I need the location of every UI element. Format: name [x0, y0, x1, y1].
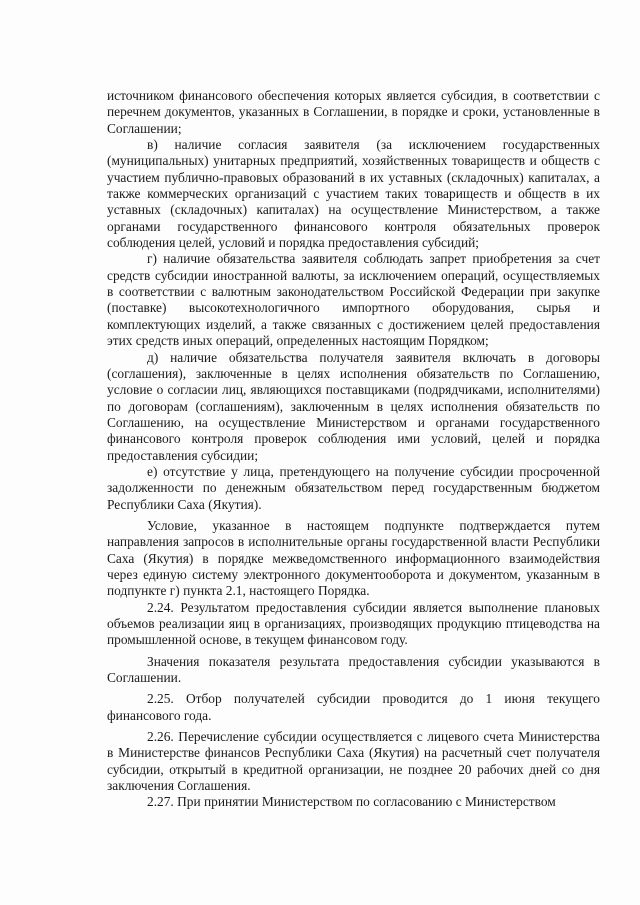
paragraph-2-27: 2.27. При принятии Министерством по согласованию с Министерством [147, 794, 556, 810]
paragraph-item-d: д) наличие обязательства получателя заявителя включать в договоры (соглашения), заключенные в целях исполнения обязательств по Соглашению, условие о согласии лиц, являющихся поставщиками (подрядчиками, исполнителями) по договорам (соглашениям), заключенным в целях исполнения обязательств по Соглашению, на осуществление Министерством и органами государственного финансового контроля проверок соблюдения ими условий, целей и порядка предоставления субсидии; [107, 349, 600, 463]
paragraph-result-values: Значения показателя результата предоставления субсидии указываются в Соглашении. [107, 653, 600, 686]
paragraph-item-e: е) отсутствие у лица, претендующего на получение субсидии просроченной задолженности по денежным обязательством перед государственным бюджетом Республики Саха (Якутия). [107, 463, 600, 512]
paragraph-continuation: источником финансового обеспечения которых является субсидия, в соответствии с перечнем документов, указанных в Соглашении, в порядке и сроки, установленные в Соглашении; [107, 88, 600, 136]
paragraph-item-g: г) наличие обязательства заявителя соблюдать запрет приобретения за счет средств субсидии иностранной валюты, за исключением операций, осуществляемых в соответствии с валютным законодательством Российской Федерации при закупке (поставке) высокотехнологичного импортного оборудования, сырья и комплектующих изделий, а также связанных с достижением целей предоставления этих средств иных операций, определенных настоящим Порядком; [107, 251, 600, 349]
document-body [107, 88, 600, 811]
paragraph-2-24: 2.24. Результатом предоставления субсидии является выполнение плановых объемов реализации яиц в организациях, производящих продукцию птицеводства на промышленной основе, в текущем финансовом году. [107, 599, 600, 648]
paragraph-2-26: 2.26. Перечисление субсидии осуществляется с лицевого счета Министерства в Министерстве финансов Республики Саха (Якутия) на расчетный счет получателя субсидии, открытый в кредитной организации, не позднее 20 рабочих дней со дня заключения Соглашения. [107, 729, 600, 794]
paragraph-condition: Условие, указанное в настоящем подпункте подтверждается путем направления запросов в исполнительные органы государственной власти Республики Саха (Якутия) в порядке межведомственного информационного взаимодействия через единую систему электронного документооборота и документом, указанным в подпункте г) пункта 2.1, настоящего Порядка. [107, 517, 600, 599]
paragraph-item-v: в) наличие согласия заявителя (за исключением государственных (муниципальных) унитарных предприятий, хозяйственных товариществ и обществ с участием публично-правовых образований в их уставных (складочных) капиталах, а также коммерческих организаций с участием таких товариществ и обществ в их уставных (складочных) капиталах) на осуществление Министерством, а также органами государственного финансового контроля обязательных проверок соблюдения целей, условий и порядка предоставления субсидий; [107, 137, 600, 251]
paragraph-2-25: 2.25. Отбор получателей субсидии проводится до 1 июня текущего финансового года. [107, 691, 600, 723]
